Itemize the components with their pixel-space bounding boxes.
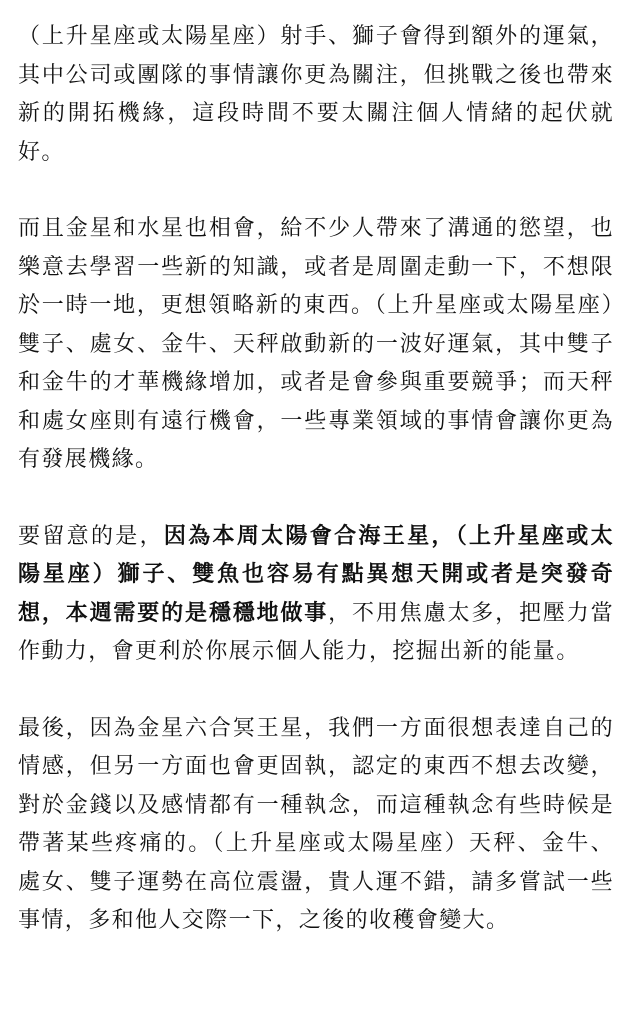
paragraph-3-intro: 要留意的是， (18, 523, 164, 549)
paragraph-3-emphasis: 因為本周太陽會合海王星，（上升星座或太陽星座）獅子、雙魚也容易有點異想天開或者是突發奇想，本週需要的是穩穩地做事 (18, 523, 614, 626)
paragraph-4-text: 最後，因為金星六合冥王星，我們一方面很想表達自己的情感，但另一方面也會更固執，認定的東西不想去改變，對於金錢以及感情都有一種執念，而這種執念有些時候是帶著某些疼痛的。（上升星座或太陽星座）天秤、金牛、處女、雙子運勢在高位震盪，貴人運不錯，請多嘗試一些事情，多和他人交際一下，之後的收穫會變大。 (18, 715, 614, 933)
article-body (18, 18, 614, 941)
paragraph-2 (18, 210, 614, 480)
paragraph-1-text: （上升星座或太陽星座）射手、獅子會得到額外的運氣，其中公司或團隊的事情讓你更為關注，但挑戰之後也帶來新的開拓機緣，這段時間不要太關注個人情緒的起伏就好。 (18, 24, 614, 165)
paragraph-3 (18, 518, 614, 672)
paragraph-1 (18, 18, 614, 172)
paragraph-4 (18, 710, 614, 941)
paragraph-2-text: 而且金星和水星也相會，給不少人帶來了溝通的慾望，也樂意去學習一些新的知識，或者是周圍走動一下，不想限於一時一地，更想領略新的東西。（上升星座或太陽星座）雙子、處女、金牛、天秤啟動新的一波好運氣，其中雙子和金牛的才華機緣增加，或者是會參與重要競爭；而天秤和處女座則有遠行機會，一些專業領域的事情會讓你更為有發展機緣。 (18, 216, 614, 472)
paragraph-3-rest: ，不用焦慮太多，把壓力當作動力，會更利於你展示個人能力，挖掘出新的能量。 (18, 600, 614, 664)
